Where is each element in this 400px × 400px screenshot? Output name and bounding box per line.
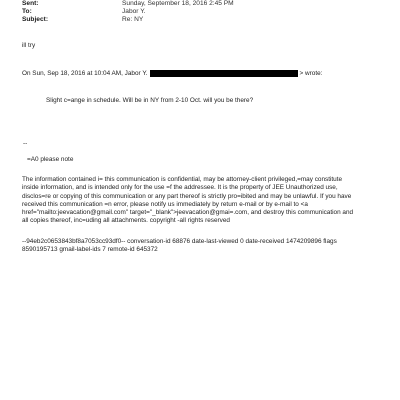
- disclaimer-line: received this communication =n error, please notify us immediately by return e-mail or by e-mail to <a: [22, 200, 308, 208]
- to-value: Jabor Y.: [122, 8, 146, 15]
- metadata-footer: [22, 238, 382, 255]
- quote-header: [22, 70, 322, 78]
- signature-separator: --: [23, 140, 28, 147]
- footer-line: --94eb2c0653843bf8a7053cc93df0-- conversation-id 68876 date-last-viewed 0 date-received 1474209896 flags: [22, 238, 337, 245]
- quote-header-suffix: > wrote:: [299, 70, 323, 78]
- sent-value: Sunday, September 18, 2016 2:45 PM: [122, 0, 234, 7]
- sent-row: [22, 0, 234, 8]
- disclaimer-line: all copies thereof, inc=uding all attachments. copyright -all rights reserved: [22, 217, 230, 225]
- to-row: [22, 8, 146, 16]
- disclaimer-line: disclos=re or copying of this communication or any part thereof is strictly pro=ibited and may be unlawful. If you have: [22, 192, 352, 200]
- subject-row: [22, 16, 143, 24]
- sent-label: Sent:: [22, 0, 39, 7]
- disclaimer-line: The information contained i= this communication is confidential, may be attorney-client privileged,=may constitute: [22, 176, 343, 183]
- subject-label: Subject:: [22, 16, 49, 23]
- disclaimer-line: inside information, and is intended only for the use =f the addressee. It is the property of JEE Unauthorized use,: [22, 184, 338, 192]
- subject-value: Re: NY: [122, 16, 144, 23]
- disclaimer-block: [22, 176, 382, 226]
- footer-line: 8590195713 gmail-label-ids 7 remote-id 645372: [22, 246, 158, 254]
- redaction-bar: [150, 70, 298, 77]
- quoted-message: Slight c=ange in schedule. Will be in NY from 2-10 Oct. will you be there?: [46, 97, 254, 104]
- disclaimer-line: href="mailto:jeevacation@gmail.com" target="_blank">jeevacation@gmai=.com, and destroy this communication and: [22, 209, 354, 217]
- reply-text: ill try: [22, 42, 36, 49]
- note-text: =A0 please note: [27, 156, 74, 163]
- quote-header-prefix: On Sun, Sep 18, 2016 at 10:04 AM, Jabor Y.: [22, 70, 148, 78]
- to-label: To:: [22, 8, 32, 15]
